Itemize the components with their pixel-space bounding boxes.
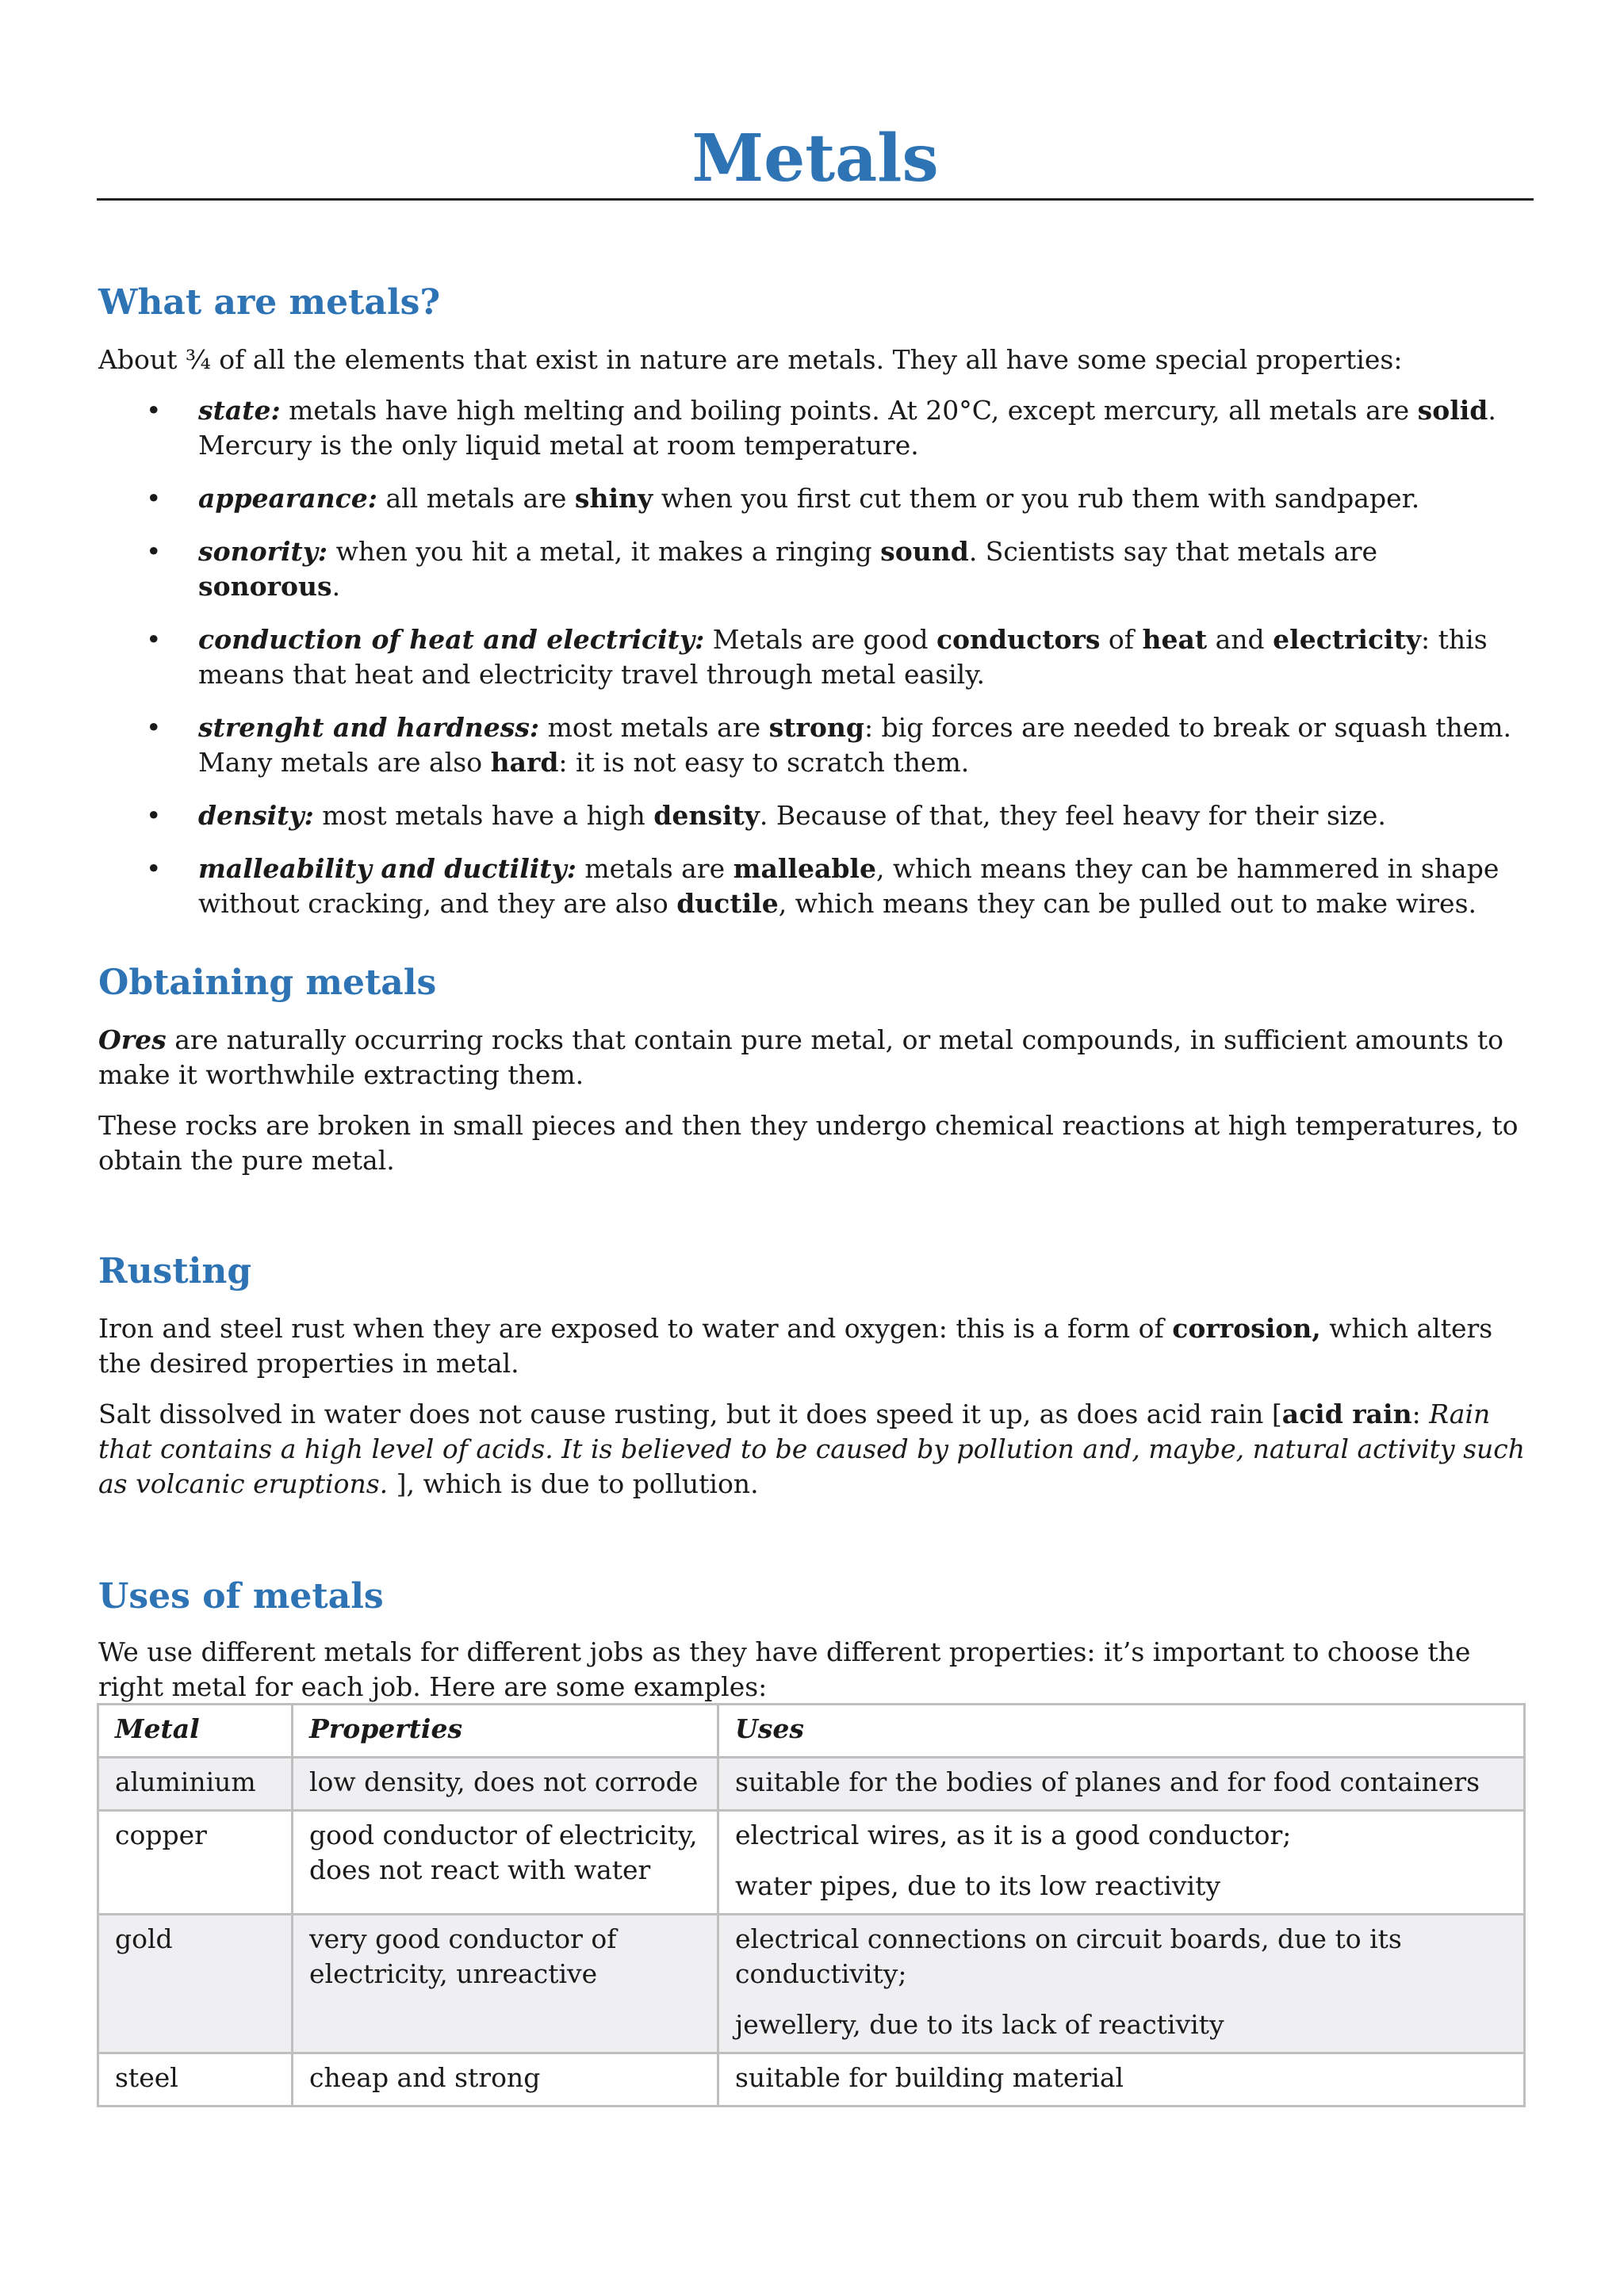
cell-uses bbox=[718, 1915, 1525, 2053]
property-text: : this means that heat and electricity travel through metal easily. bbox=[198, 624, 1488, 690]
property-text: , which means they can be hammered in shape without cracking, and they are also bbox=[198, 853, 1500, 919]
rusting-paragraph-1 bbox=[98, 1311, 1530, 1381]
bullet-icon: • bbox=[146, 536, 162, 567]
bullet-icon: • bbox=[146, 853, 162, 884]
table-row bbox=[98, 1758, 1525, 1811]
term-corrosion: corrosion, bbox=[1172, 1313, 1321, 1344]
key-word: hard bbox=[490, 747, 559, 778]
use-entry: electrical connections on circuit boards, due to its conductivity; bbox=[735, 1923, 1402, 1989]
cell-metal: copper bbox=[98, 1811, 293, 1915]
property-term: appearance: bbox=[198, 483, 377, 514]
property-term: malleability and ductility: bbox=[198, 853, 576, 884]
property-text: , which means they can be pulled out to make wires. bbox=[778, 888, 1477, 919]
property-term: conduction of heat and electricity: bbox=[198, 624, 705, 655]
cell-properties: good conductor of electricity, does not react with water bbox=[293, 1811, 718, 1915]
list-item bbox=[97, 622, 1527, 692]
property-term: strenght and hardness: bbox=[198, 712, 540, 743]
table-row bbox=[98, 1811, 1525, 1915]
rusting-paragraph-2 bbox=[98, 1397, 1530, 1502]
page-title: Metals bbox=[691, 121, 939, 197]
rusting-p2-colon: : bbox=[1411, 1399, 1430, 1429]
property-text: : it is not easy to scratch them. bbox=[558, 747, 970, 778]
use-entry: suitable for building material bbox=[735, 2062, 1124, 2093]
use-entry: water pipes, due to its low reactivity bbox=[735, 1870, 1221, 1901]
cell-uses bbox=[718, 1758, 1525, 1811]
cell-properties: low density, does not corrode bbox=[293, 1758, 718, 1811]
table-header-row bbox=[98, 1705, 1525, 1758]
rusting-p1-start: Iron and steel rust when they are exposed to water and oxygen: this is a form of bbox=[98, 1313, 1173, 1344]
bullet-icon: • bbox=[146, 624, 162, 655]
obtaining-paragraph-1 bbox=[98, 1023, 1530, 1093]
list-item bbox=[97, 710, 1527, 780]
rusting-p2-end: ], which is due to pollution. bbox=[388, 1468, 759, 1499]
cell-uses bbox=[718, 2053, 1525, 2107]
cell-metal: aluminium bbox=[98, 1758, 293, 1811]
list-item bbox=[97, 481, 1527, 516]
cell-properties: very good conductor of electricity, unreactive bbox=[293, 1915, 718, 2053]
obtaining-p1-text: are naturally occurring rocks that contain pure metal, or metal compounds, in sufficient amounts to make it worthwhile extracting them. bbox=[98, 1024, 1503, 1090]
property-text: . bbox=[331, 571, 341, 602]
property-text: . Mercury is the only liquid metal at room temperature. bbox=[198, 395, 1496, 461]
property-text: and bbox=[1207, 624, 1274, 655]
key-word: malleable bbox=[733, 853, 876, 884]
obtaining-paragraph-2: These rocks are broken in small pieces and then they undergo chemical reactions at high temperatures, to obtain the pure metal. bbox=[98, 1110, 1519, 1176]
list-item bbox=[97, 393, 1527, 463]
key-word: solid bbox=[1417, 395, 1488, 426]
bullet-icon: • bbox=[146, 483, 162, 514]
use-entry: suitable for the bodies of planes and for food containers bbox=[735, 1766, 1480, 1797]
heading-rusting: Rusting bbox=[98, 1251, 252, 1292]
rusting-p2-start: Salt dissolved in water does not cause rusting, but it does speed it up, as does acid rain [ bbox=[98, 1399, 1282, 1429]
property-text: Metals are good bbox=[704, 624, 936, 655]
rusting-p1-end: which alters the desired properties in metal. bbox=[98, 1313, 1493, 1379]
property-text: metals have high melting and boiling points. At 20°C, except mercury, all metals are bbox=[280, 395, 1418, 426]
property-text: . Scientists say that metals are bbox=[968, 536, 1378, 567]
cell-uses bbox=[718, 1811, 1525, 1915]
key-word: sound bbox=[880, 536, 969, 567]
cell-metal: gold bbox=[98, 1915, 293, 2053]
key-word: heat bbox=[1142, 624, 1208, 655]
acid-rain-definition: Rain that contains a high level of acids. It is believed to be caused by pollution and, maybe, natural activity such as volcanic eruptions. bbox=[98, 1399, 1525, 1499]
use-entry: electrical wires, as it is a good conductor; bbox=[735, 1820, 1292, 1850]
what-intro: About ¾ of all the elements that exist in nature are metals. They all have some special properties: bbox=[98, 344, 1403, 375]
properties-list bbox=[97, 393, 1534, 939]
document-page bbox=[97, 119, 1534, 2093]
bullet-icon: • bbox=[146, 395, 162, 426]
term-ores: Ores bbox=[98, 1024, 167, 1055]
property-text: . Because of that, they feel heavy for their size. bbox=[759, 800, 1386, 831]
property-text: all metals are bbox=[377, 483, 575, 514]
list-item bbox=[97, 851, 1527, 921]
key-word: conductors bbox=[936, 624, 1101, 655]
list-item bbox=[97, 798, 1527, 833]
property-text: most metals have a high bbox=[313, 800, 654, 831]
list-item bbox=[97, 534, 1527, 604]
cell-properties: cheap and strong bbox=[293, 2053, 718, 2107]
property-term: state: bbox=[198, 395, 281, 426]
column-header-uses: Uses bbox=[718, 1705, 1525, 1758]
property-text: of bbox=[1100, 624, 1143, 655]
key-word: sonorous bbox=[198, 571, 332, 602]
key-word: ductile bbox=[676, 888, 779, 919]
key-word: electricity bbox=[1273, 624, 1422, 655]
heading-obtaining-metals: Obtaining metals bbox=[98, 962, 437, 1003]
table-row bbox=[98, 1915, 1525, 2053]
title-divider bbox=[97, 198, 1534, 201]
term-acid-rain: acid rain bbox=[1281, 1399, 1412, 1429]
property-text: when you hit a metal, it makes a ringing bbox=[327, 536, 881, 567]
property-term: sonority: bbox=[198, 536, 328, 567]
metals-uses-table bbox=[97, 1703, 1526, 2107]
uses-intro: We use different metals for different jobs as they have different properties: it’s important to choose the right metal for each job. Here are some examples: bbox=[98, 1636, 1471, 1702]
column-header-metal: Metal bbox=[98, 1705, 293, 1758]
cell-metal: steel bbox=[98, 2053, 293, 2107]
key-word: shiny bbox=[574, 483, 653, 514]
property-text: metals are bbox=[576, 853, 733, 884]
property-text: most metals are bbox=[539, 712, 769, 743]
key-word: density bbox=[653, 800, 760, 831]
bullet-icon: • bbox=[146, 712, 162, 743]
use-entry: jewellery, due to its lack of reactivity bbox=[735, 2009, 1224, 2040]
property-text: when you first cut them or you rub them with sandpaper. bbox=[653, 483, 1420, 514]
property-term: density: bbox=[198, 800, 314, 831]
key-word: strong bbox=[768, 712, 864, 743]
heading-uses-of-metals: Uses of metals bbox=[98, 1576, 384, 1617]
table-row bbox=[98, 2053, 1525, 2107]
property-text: : big forces are needed to break or squash them. Many metals are also bbox=[198, 712, 1512, 778]
bullet-icon: • bbox=[146, 800, 162, 831]
column-header-properties: Properties bbox=[293, 1705, 718, 1758]
heading-what-are-metals: What are metals? bbox=[98, 282, 441, 323]
